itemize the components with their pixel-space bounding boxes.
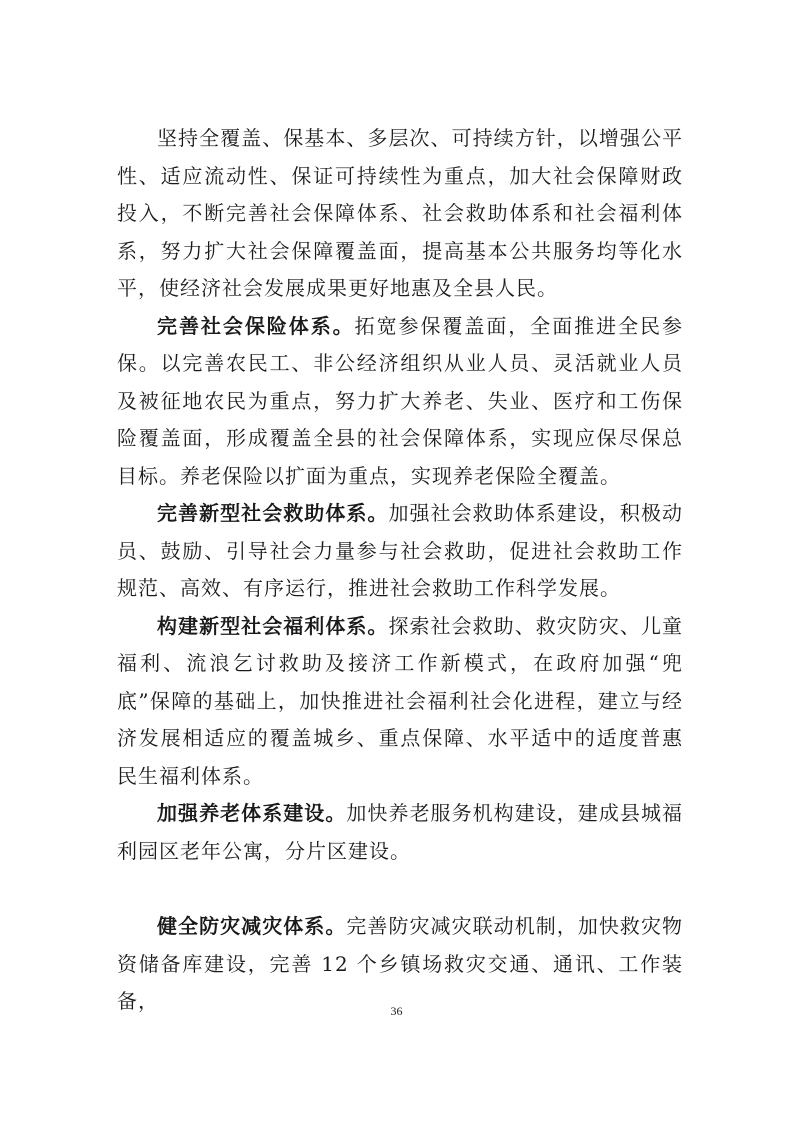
paragraph-text: 加快养老服务机构建设，建成县城福利园区老年公寓，分片区建设。 <box>117 801 683 863</box>
body-text <box>117 120 683 1021</box>
page-number: 36 <box>390 1004 403 1018</box>
paragraph-gap <box>117 870 683 908</box>
paragraph-text: 探索社会救助、救灾防灾、儿童福利、流浪乞讨救助及接济工作新模式，在政府加强“兜底”保障的基础上，加快推进社会福利社会化进程，建立与经济发展相适应的覆盖城乡、重点保障、水平适中的适度普惠民生福利体系。 <box>117 613 684 788</box>
paragraph-elderly-care <box>117 795 683 870</box>
paragraph-social-assistance <box>117 495 683 608</box>
paragraph-text: 加强社会救助体系建设，积极动员、鼓励、引导社会力量参与社会救助，促进社会救助工作规范、高效、有序运行，推进社会救助工作科学发展。 <box>117 501 684 600</box>
paragraph-heading: 构建新型社会福利体系。 <box>157 613 389 638</box>
paragraph-text: 拓宽参保覆盖面，全面推进全民参保。以完善农民工、非公经济组织从业人员、灵活就业人员及被征地农民为重点，努力扩大养老、失业、医疗和工伤保险覆盖面，形成覆盖全县的社会保障体系，实现应保尽保总目标。养老保险以扩面为重点，实现养老保险全覆盖。 <box>117 313 684 488</box>
paragraph-heading: 健全防灾减灾体系。 <box>157 914 347 938</box>
paragraph-heading: 完善新型社会救助体系。 <box>157 501 389 525</box>
paragraph-heading: 完善社会保险体系。 <box>157 313 355 338</box>
paragraph-heading: 加强养老体系建设。 <box>157 801 347 825</box>
paragraph-social-insurance <box>117 308 683 496</box>
paragraph-intro <box>117 120 683 308</box>
paragraph-text: 完善防灾减灾联动机制，加快救灾物资储备库建设，完善 12 个乡镇场救灾交通、通讯、工作装备， <box>117 914 683 1013</box>
paragraph-social-welfare <box>117 608 683 796</box>
paragraph-text: 坚持全覆盖、保基本、多层次、可持续方针，以增强公平性、适应流动性、保证可持续性为重点，加大社会保障财政投入，不断完善社会保障体系、社会救助体系和社会福利体系，努力扩大社会保障覆盖面，提高基本公共服务均等化水平，使经济社会发展成果更好地惠及全县人民。 <box>117 126 683 300</box>
